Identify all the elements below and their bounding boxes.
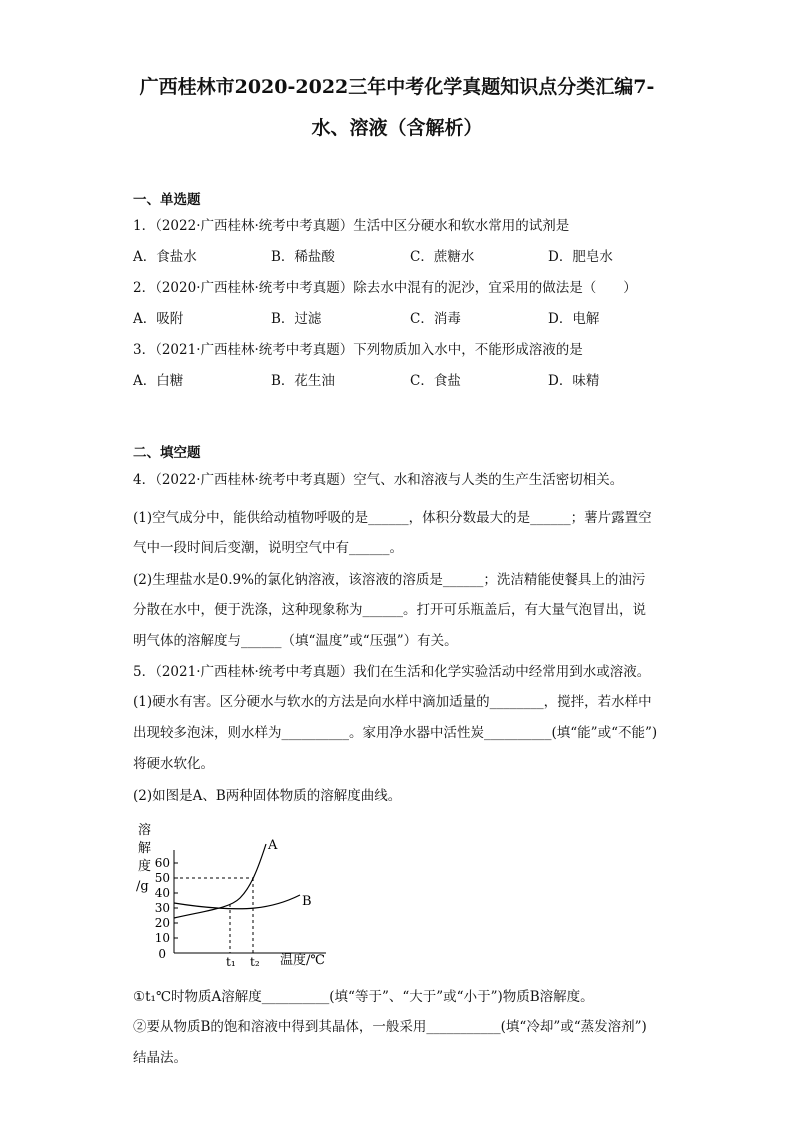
x-axis-label: 温度/℃ — [280, 953, 325, 968]
document-title-line1: 广西桂林市2020-2022三年中考化学真题知识点分类汇编7- — [139, 76, 655, 98]
question-3-option-d[interactable]: D．味精 — [548, 373, 600, 389]
question-5-sub2-line1: ②要从物质B的饱和溶液中得到其晶体，一般采用___________(填“冷却”或“蒸发溶剂”) — [133, 1019, 647, 1035]
y-tick-label-40: 40 — [154, 886, 170, 900]
question-3-option-a[interactable]: A．白糖 — [133, 373, 184, 389]
question-4-stem: 4．（2022·广西桂林·统考中考真题）空气、水和溶液与人类的生产生活密切相关。 — [133, 472, 624, 488]
question-2-stem: 2．（2020·广西桂林·统考中考真题）除去水中混有的泥沙，宜采用的做法是（ ） — [133, 280, 637, 296]
y-tick-label-30: 30 — [154, 901, 170, 915]
question-4-part1-line2: 气中一段时间后变潮，说明空气中有______。 — [133, 540, 403, 556]
question-3-option-b[interactable]: B．花生油 — [271, 373, 335, 389]
question-5-sub2-line2: 结晶法。 — [133, 1050, 187, 1066]
y-axis-label-char-3: 度 — [138, 859, 152, 874]
y-tick-label-50: 50 — [154, 871, 170, 885]
question-1-stem: 1．（2022·广西桂林·统考中考真题）生活中区分硬水和软水常用的试剂是 — [133, 218, 570, 234]
question-3-stem: 3．（2021·广西桂林·统考中考真题）下列物质加入水中，不能形成溶液的是 — [133, 342, 583, 358]
question-5-part1-line2: 出现较多泡沫，则水样为__________。家用净水器中活性炭__________(填“能”或“不能”) — [133, 725, 658, 741]
y-axis-label-char-4: /g — [136, 879, 149, 894]
x-tick-label-t1: t₁ — [226, 955, 236, 969]
question-4-part1-line1: (1)空气成分中，能供给动植物呼吸的是______，体积分数最大的是______；薯片露置空 — [133, 510, 652, 526]
y-tick-label-60: 60 — [154, 856, 170, 870]
y-axis-label-char-1: 溶 — [138, 823, 152, 838]
document-title-line2: 水、溶液（含解析） — [311, 117, 483, 139]
y-tick-label-20: 20 — [154, 916, 170, 930]
question-5-sub1: ①t₁℃时物质A溶解度__________(填“等于”、“大于”或“小于”)物质B溶解度。 — [133, 989, 594, 1005]
x-tick-label-t2: t₂ — [250, 955, 260, 969]
question-2-option-a[interactable]: A．吸附 — [133, 311, 184, 327]
question-1-option-c[interactable]: C．蔗糖水 — [410, 249, 475, 265]
question-5-part2-text: (2)如图是A、B两种固体物质的溶解度曲线。 — [133, 788, 402, 804]
section-single-choice: 一、单选题 — [133, 192, 201, 208]
curve-a-label: A — [268, 838, 278, 853]
question-5-stem: 5．（2021·广西桂林·统考中考真题）我们在生活和化学实验活动中经常用到水或溶液。 — [133, 664, 651, 680]
question-1-option-a[interactable]: A．食盐水 — [133, 249, 197, 265]
y-ticks — [174, 863, 178, 938]
y-tick-label-0: 0 — [158, 947, 166, 961]
question-4-part2-line3: 明气体的溶解度与______（填“温度”或“压强”）有关。 — [133, 633, 458, 649]
question-4-part2-line1: (2)生理盐水是0.9%的氯化钠溶液，该溶液的溶质是______；洗洁精能使餐具上的油污 — [133, 572, 646, 588]
y-axis-label-char-2: 解 — [138, 841, 152, 856]
question-5-part1-line3: 将硬水软化。 — [133, 756, 214, 772]
question-5-part1-line1: (1)硬水有害。区分硬水与软水的方法是向水样中滴加适量的________，搅拌，若水样中 — [133, 694, 652, 710]
solubility-curve-chart — [130, 820, 340, 970]
question-2-option-b[interactable]: B．过滤 — [271, 311, 322, 327]
question-1-option-b[interactable]: B．稀盐酸 — [271, 249, 335, 265]
question-4-part2-line2: 分散在水中，便于洗涤，这种现象称为______。打开可乐瓶盖后，有大量气泡冒出，说 — [133, 602, 646, 618]
question-3-option-c[interactable]: C．食盐 — [410, 373, 461, 389]
question-2-option-c[interactable]: C．消毒 — [410, 311, 461, 327]
curve-a — [174, 844, 266, 918]
curve-b — [174, 895, 300, 909]
section-fill-in: 二、填空题 — [133, 445, 201, 461]
question-2-option-d[interactable]: D．电解 — [548, 311, 600, 327]
question-1-option-d[interactable]: D．肥皂水 — [548, 249, 613, 265]
y-tick-label-10: 10 — [154, 931, 170, 945]
curve-b-label: B — [302, 894, 312, 909]
